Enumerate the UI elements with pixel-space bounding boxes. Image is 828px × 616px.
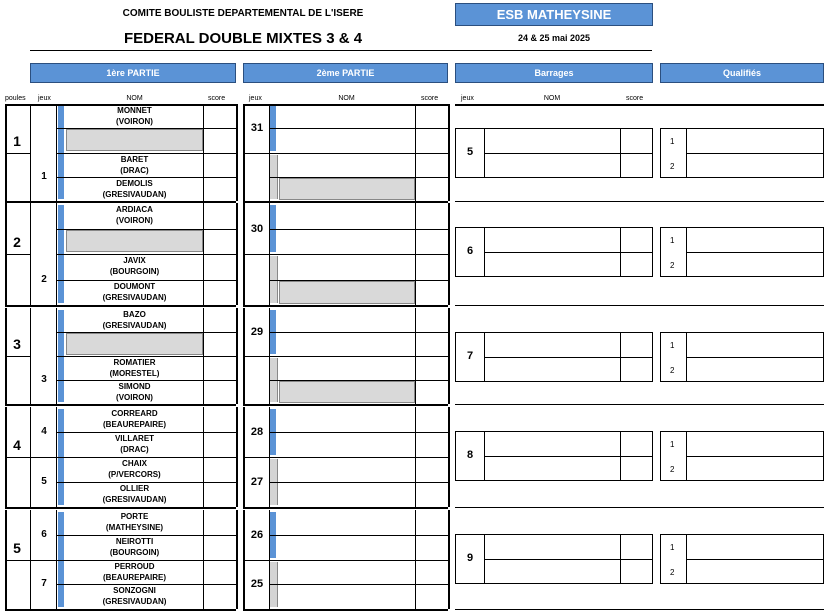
round1-match-number: 3 xyxy=(41,374,47,385)
team-club: (DRAC) xyxy=(120,165,149,175)
round2-mid-line xyxy=(243,153,448,154)
team-club: (GRESIVAUDAN) xyxy=(102,597,167,607)
team-name: BAZO xyxy=(123,310,146,319)
barrage-bottom-line xyxy=(455,609,824,610)
pool-mid-line xyxy=(5,457,31,458)
barrage-bottom-line xyxy=(455,404,824,405)
pool-bottom-line xyxy=(5,201,236,203)
round2-border-right xyxy=(448,510,450,609)
team-name: CORREARD xyxy=(111,409,158,418)
event-title: FEDERAL DOUBLE MIXTES 3 & 4 xyxy=(123,30,363,47)
barrage-match-number: 7 xyxy=(466,350,474,362)
round1-match-number: 6 xyxy=(41,528,47,540)
title-underline xyxy=(30,50,652,51)
col-jeux-1: jeux xyxy=(38,95,51,102)
round2-match-number: 25 xyxy=(250,578,264,591)
round2-slot-line xyxy=(270,229,448,230)
round2-slot-line xyxy=(270,482,448,483)
barrage-bottom-line xyxy=(455,507,824,508)
team-name: NEIROTTI xyxy=(115,536,154,546)
team-name: OLLIER xyxy=(119,484,150,493)
round1-match-number: 1 xyxy=(41,170,47,182)
round2-mid-line xyxy=(243,254,448,255)
team-club: (MORESTEL) xyxy=(109,369,160,378)
round1-border-right xyxy=(236,104,238,201)
team-club: (BEAUREPAIRE) xyxy=(103,420,166,429)
pool-number: 3 xyxy=(13,336,21,352)
barrage-mid-line xyxy=(484,357,653,358)
round2-slot-line xyxy=(270,128,448,129)
pool-number: 1 xyxy=(13,132,21,149)
qualified-mid-line xyxy=(686,153,824,154)
round2-match-number: 30 xyxy=(250,222,264,235)
round1-match-number: 2 xyxy=(41,273,47,285)
qualified-position: 1 xyxy=(670,137,675,146)
qualified-mid-line xyxy=(686,456,824,457)
col-score-1: score xyxy=(208,95,226,102)
section-round1: 1ère PARTIE xyxy=(30,63,236,83)
barrage-mid-line xyxy=(484,559,653,560)
section-round2: 2ème PARTIE xyxy=(243,63,448,83)
team-name: CHAIX xyxy=(122,459,147,468)
barrage-match-number: 6 xyxy=(466,245,474,257)
team-name: DOUMONT xyxy=(113,281,156,291)
qualified-position: 2 xyxy=(670,366,675,375)
pool-mid-line xyxy=(5,356,31,357)
col-nom-2: NOM xyxy=(338,95,355,102)
pool-bottom-line xyxy=(5,609,236,611)
team-name: PERROUD xyxy=(114,561,155,571)
qualified-position: 2 xyxy=(670,465,675,474)
round2-bottom-line xyxy=(243,609,448,611)
round1-border-right xyxy=(236,203,238,305)
team-club: (MATHEYSINE) xyxy=(105,523,164,532)
pool-mid-line xyxy=(5,153,31,154)
pool-mid-line xyxy=(5,560,31,561)
round2-mid-line xyxy=(243,457,448,458)
pool-number: 4 xyxy=(13,437,21,453)
team-club: (DRAC) xyxy=(120,445,149,454)
team-club: (GRESIVAUDAN) xyxy=(102,292,167,302)
pool-number: 2 xyxy=(13,234,21,250)
pool-number: 5 xyxy=(13,539,21,556)
round1-match-number: 7 xyxy=(41,578,47,590)
round2-bye-slot xyxy=(279,281,415,305)
round2-match-number: 27 xyxy=(250,476,264,488)
match-divider xyxy=(30,560,56,561)
barrage-match-number: 8 xyxy=(466,449,474,461)
team-club: (VOIRON) xyxy=(116,117,153,126)
round2-slot-line xyxy=(270,332,448,333)
round2-match-number: 26 xyxy=(250,528,264,541)
organizer-title: COMITE BOULISTE DEPARTEMENTAL DE L'ISERE xyxy=(122,8,364,19)
round2-mid-line xyxy=(243,356,448,357)
barrage-bottom-line xyxy=(455,201,824,202)
round1-match-number: 5 xyxy=(41,476,47,487)
qualified-mid-line xyxy=(686,357,824,358)
round2-slot-line xyxy=(270,584,448,585)
match-divider xyxy=(30,457,56,458)
qualified-position: 2 xyxy=(670,162,675,171)
team-name: JAVIX xyxy=(123,256,146,265)
club-banner: ESB MATHEYSINE xyxy=(455,3,653,26)
barrage-mid-line xyxy=(484,456,653,457)
team-name: DEMOLIS xyxy=(116,178,153,188)
round2-border-right xyxy=(448,104,450,201)
col-poules: poules xyxy=(5,95,26,102)
qualified-position: 1 xyxy=(670,440,675,449)
round2-slot-line xyxy=(270,535,448,536)
qualified-mid-line xyxy=(686,559,824,560)
round1-border-right xyxy=(236,510,238,609)
round2-bottom-line xyxy=(243,305,448,307)
qualified-mid-line xyxy=(686,252,824,253)
pool-bottom-line xyxy=(5,305,236,307)
round1-border-right xyxy=(236,407,238,507)
col-nom-1: NOM xyxy=(126,95,143,102)
bye-slot xyxy=(66,333,203,355)
col-jeux-2: jeux xyxy=(249,95,262,102)
bye-slot xyxy=(66,129,203,151)
team-club: (GRESIVAUDAN) xyxy=(102,189,167,199)
team-name: SONZOGNI xyxy=(113,586,156,596)
team-name: SIMOND xyxy=(118,382,151,391)
round2-bottom-line xyxy=(243,507,448,509)
round2-match-number: 29 xyxy=(250,326,264,338)
team-club: (GRESIVAUDAN) xyxy=(102,321,167,330)
round2-slot-line xyxy=(270,432,448,433)
barrage-mid-line xyxy=(484,153,653,154)
team-name: PORTE xyxy=(120,512,149,521)
team-club: (BEAUREPAIRE) xyxy=(103,572,166,582)
col-nom-3: NOM xyxy=(543,95,561,102)
team-club: (VOIRON) xyxy=(116,393,153,402)
team-name: MONNET xyxy=(117,106,152,115)
team-club: (VOIRON) xyxy=(116,216,153,225)
round1-border-right xyxy=(236,308,238,404)
col-jeux-3: jeux xyxy=(461,95,474,102)
section-barrages: Barrages xyxy=(455,63,653,83)
qualified-position: 1 xyxy=(670,341,675,350)
round2-mid-line xyxy=(243,560,448,561)
event-date: 24 & 25 mai 2025 xyxy=(517,33,591,43)
col-score-3: score xyxy=(626,95,644,102)
team-club: (GRESIVAUDAN) xyxy=(102,495,167,504)
team-club: (P/VERCORS) xyxy=(108,470,161,479)
round2-border-right xyxy=(448,308,450,404)
bye-slot xyxy=(66,230,203,253)
round2-border-right xyxy=(448,407,450,507)
round2-bye-slot xyxy=(279,178,415,200)
pool-bottom-line xyxy=(5,507,236,509)
qualified-position: 1 xyxy=(670,543,675,552)
qualified-position: 2 xyxy=(670,261,675,270)
col-score-2: score xyxy=(421,95,439,102)
section-qualifies: Qualifiés xyxy=(660,63,824,83)
barrage-match-number: 9 xyxy=(466,552,474,564)
team-club: (BOURGOIN) xyxy=(109,547,160,557)
round2-border-right xyxy=(448,203,450,305)
barrage-match-number: 5 xyxy=(466,146,474,158)
pool-mid-line xyxy=(5,254,31,255)
round2-bottom-line xyxy=(243,201,448,203)
qualified-position: 2 xyxy=(670,568,675,577)
round2-bottom-line xyxy=(243,404,448,406)
team-name: ARDIACA xyxy=(116,205,153,214)
barrage-bottom-line xyxy=(455,305,824,306)
qualified-position: 1 xyxy=(670,236,675,245)
team-club: (BOURGOIN) xyxy=(109,267,160,276)
team-name: VILLARET xyxy=(114,434,155,443)
grid-top-line-r3 xyxy=(455,104,824,106)
round1-match-number: 4 xyxy=(41,426,47,437)
round2-match-number: 28 xyxy=(250,426,264,438)
round2-bye-slot xyxy=(279,381,415,403)
barrage-mid-line xyxy=(484,252,653,253)
team-name: ROMATIER xyxy=(113,358,156,367)
round2-match-number: 31 xyxy=(250,122,264,135)
team-name: BARET xyxy=(120,154,149,164)
pool-bottom-line xyxy=(5,404,236,406)
